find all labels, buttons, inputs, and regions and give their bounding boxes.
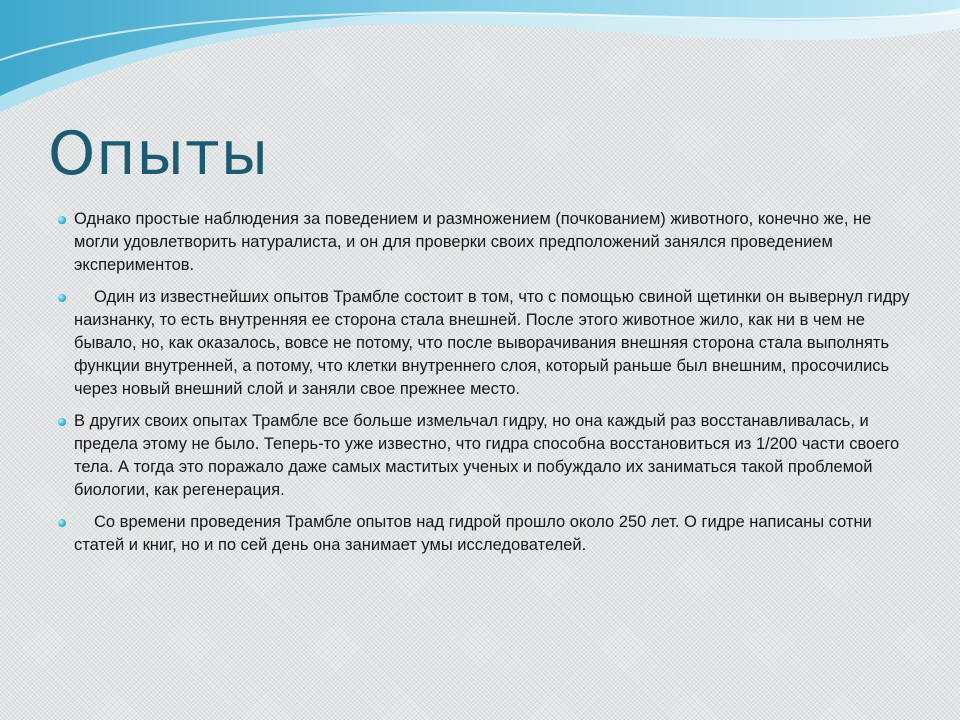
bullet-icon: [58, 294, 66, 302]
paragraph-2: [56, 286, 916, 401]
slide-title: Опыты: [48, 119, 270, 189]
paragraph-text: Однако простые наблюдения за поведением и размножением (почкованием) животного, конечно же, не могли удовлетворить натуралиста, и он для проверки своих предположений занялся проведением экспериментов.: [74, 210, 872, 274]
bullet-icon: [58, 216, 66, 224]
paragraph-text: Со времени проведения Трамбле опытов над гидрой прошло около 250 лет. О гидре написаны сотни статей и книг, но и по сей день она занимает умы исследователей.: [74, 513, 872, 554]
bullet-icon: [58, 418, 66, 426]
bullet-icon: [58, 519, 66, 527]
paragraph-4: [56, 511, 916, 557]
wave-decoration: [0, 0, 960, 130]
paragraph-text: В других своих опытах Трамбле все больше измельчал гидру, но она каждый раз восстанавливалась, и предела этому не было. Теперь-то уже известно, что гидра способна восстановиться из 1/200 части своего тела. А тогда это поражало даже самых маститых ученых и побуждало их заниматься такой проблемой биологии, как регенерация.: [74, 412, 900, 499]
paragraph-1: [56, 208, 916, 277]
paragraph-text: Один из известнейших опытов Трамбле состоит в том, что с помощью свиной щетинки он вывернул гидру наизнанку, то есть внутренняя ее сторона стала внешней. После этого животное жило, как ни в чем не бывало, но, как оказалось, вовсе не потому, что после выворачивания внешняя сторона стала выполнять функции внутренней, а потому, что клетки внутреннего слоя, который раньше был внешним, просочились через новый внешний слой и заняли свое прежнее место.: [74, 288, 910, 398]
paragraph-3: [56, 410, 916, 502]
slide-body: [56, 208, 916, 566]
